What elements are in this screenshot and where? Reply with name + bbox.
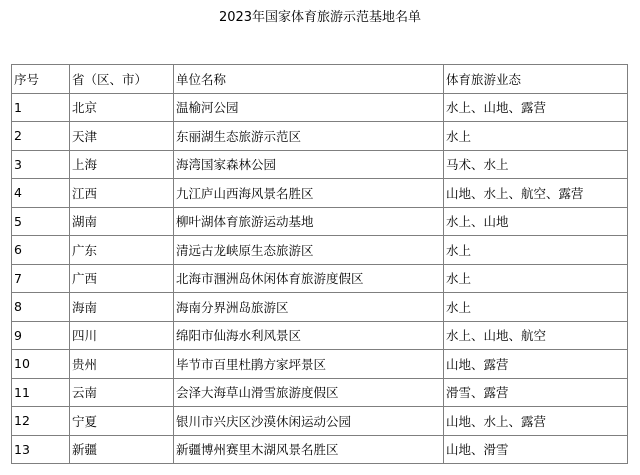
page-title: 2023年国家体育旅游示范基地名单 <box>218 10 422 25</box>
cell-unit-name: 温榆河公园 <box>174 93 444 122</box>
cell-number: 11 <box>12 378 70 407</box>
header-cell-unit-name: 单位名称 <box>174 65 444 94</box>
table-row <box>12 435 628 464</box>
header-cell-sport-type: 体育旅游业态 <box>444 65 628 94</box>
cell-number: 4 <box>12 179 70 208</box>
table-row <box>12 293 628 322</box>
cell-sport-type: 山地、滑雪 <box>444 435 628 464</box>
cell-province: 天津 <box>70 122 174 151</box>
cell-province: 云南 <box>70 378 174 407</box>
cell-sport-type: 马术、水上 <box>444 150 628 179</box>
cell-unit-name: 清远古龙峡原生态旅游区 <box>174 236 444 265</box>
cell-sport-type: 水上 <box>444 122 628 151</box>
cell-province: 四川 <box>70 321 174 350</box>
cell-number: 1 <box>12 93 70 122</box>
cell-province: 江西 <box>70 179 174 208</box>
table-row <box>12 350 628 379</box>
cell-unit-name: 银川市兴庆区沙漠休闲运动公园 <box>174 407 444 436</box>
cell-unit-name: 毕节市百里杜鹃方家坪景区 <box>174 350 444 379</box>
header-cell-province: 省（区、市） <box>70 65 174 94</box>
table-row <box>12 179 628 208</box>
cell-province: 北京 <box>70 93 174 122</box>
cell-number: 7 <box>12 264 70 293</box>
cell-number: 12 <box>12 407 70 436</box>
cell-sport-type: 水上、山地、航空 <box>444 321 628 350</box>
table-row <box>12 264 628 293</box>
cell-number: 2 <box>12 122 70 151</box>
header-cell-number: 序号 <box>12 65 70 94</box>
table-row <box>12 407 628 436</box>
table-row <box>12 321 628 350</box>
cell-number: 5 <box>12 207 70 236</box>
cell-sport-type: 山地、水上、露营 <box>444 407 628 436</box>
cell-number: 13 <box>12 435 70 464</box>
cell-unit-name: 绵阳市仙海水利风景区 <box>174 321 444 350</box>
cell-unit-name: 柳叶湖体育旅游运动基地 <box>174 207 444 236</box>
cell-number: 9 <box>12 321 70 350</box>
cell-number: 3 <box>12 150 70 179</box>
cell-province: 宁夏 <box>70 407 174 436</box>
cell-unit-name: 东丽湖生态旅游示范区 <box>174 122 444 151</box>
cell-sport-type: 滑雪、露营 <box>444 378 628 407</box>
table-row <box>12 93 628 122</box>
cell-unit-name: 海南分界洲岛旅游区 <box>174 293 444 322</box>
cell-number: 6 <box>12 236 70 265</box>
table-row <box>12 236 628 265</box>
cell-province: 上海 <box>70 150 174 179</box>
cell-unit-name: 海湾国家森林公园 <box>174 150 444 179</box>
cell-province: 贵州 <box>70 350 174 379</box>
table-row <box>12 150 628 179</box>
table-row <box>12 207 628 236</box>
cell-sport-type: 水上 <box>444 293 628 322</box>
cell-sport-type: 水上 <box>444 264 628 293</box>
cell-sport-type: 山地、露营 <box>444 350 628 379</box>
base-list-table <box>11 64 628 464</box>
table-row <box>12 122 628 151</box>
cell-sport-type: 水上 <box>444 236 628 265</box>
cell-number: 8 <box>12 293 70 322</box>
cell-province: 广西 <box>70 264 174 293</box>
cell-number: 10 <box>12 350 70 379</box>
cell-unit-name: 九江庐山西海风景名胜区 <box>174 179 444 208</box>
cell-province: 广东 <box>70 236 174 265</box>
cell-province: 海南 <box>70 293 174 322</box>
cell-province: 新疆 <box>70 435 174 464</box>
cell-unit-name: 北海市涠洲岛休闲体育旅游度假区 <box>174 264 444 293</box>
cell-sport-type: 水上、山地 <box>444 207 628 236</box>
cell-sport-type: 水上、山地、露营 <box>444 93 628 122</box>
table-row <box>12 378 628 407</box>
cell-sport-type: 山地、水上、航空、露营 <box>444 179 628 208</box>
table-header-row <box>12 65 628 94</box>
cell-unit-name: 会泽大海草山滑雪旅游度假区 <box>174 378 444 407</box>
cell-unit-name: 新疆博州赛里木湖风景名胜区 <box>174 435 444 464</box>
cell-province: 湖南 <box>70 207 174 236</box>
